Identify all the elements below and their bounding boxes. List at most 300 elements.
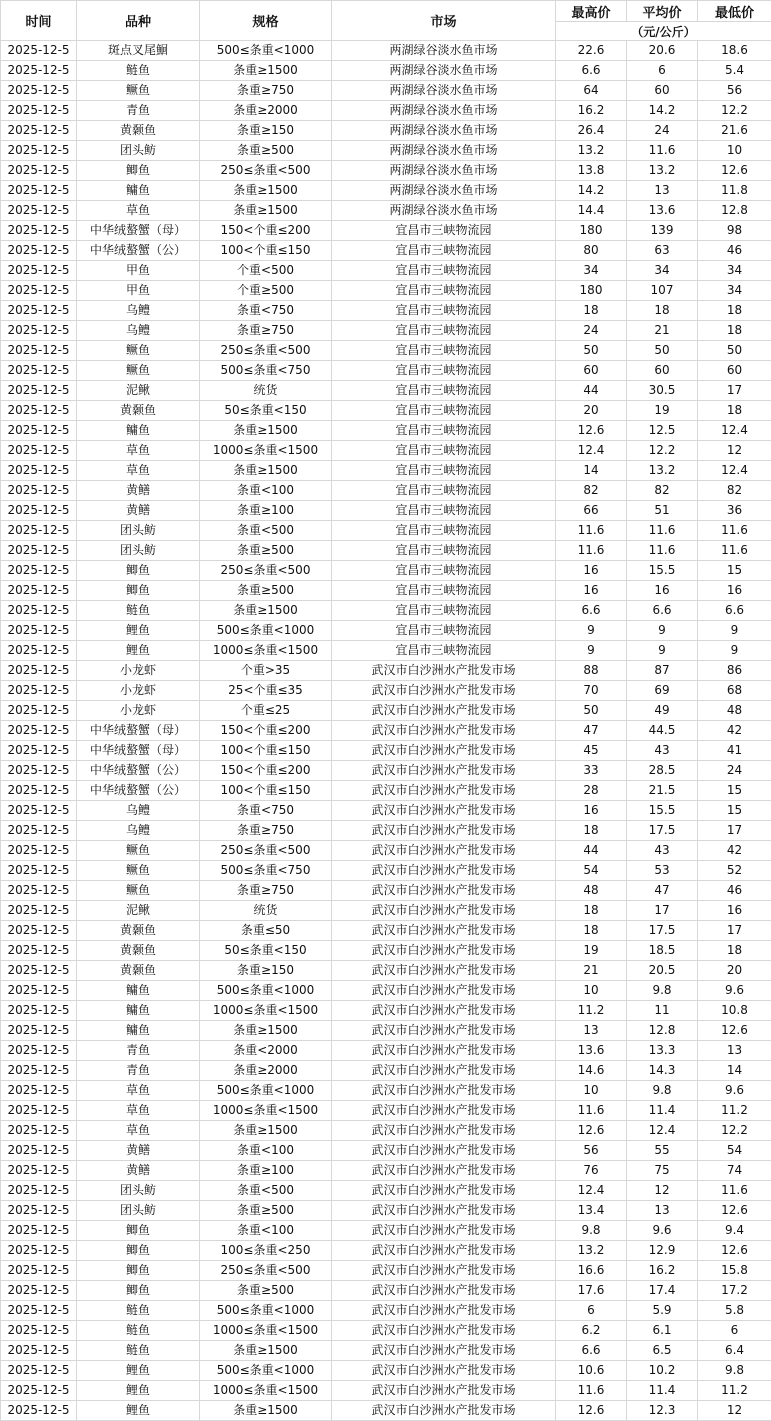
cell-avg-price: 17.5	[627, 821, 698, 841]
cell-variety: 鳙鱼	[77, 1001, 200, 1021]
table-row	[1, 981, 771, 1001]
cell-avg-price: 12.4	[627, 1121, 698, 1141]
cell-time: 2025-12-5	[1, 1221, 77, 1241]
cell-avg-price: 34	[627, 261, 698, 281]
cell-spec: 500≤条重<750	[200, 861, 332, 881]
cell-market: 武汉市白沙洲水产批发市场	[332, 861, 556, 881]
cell-avg-price: 55	[627, 1141, 698, 1161]
cell-spec: 1000≤条重<1500	[200, 1101, 332, 1121]
table-row	[1, 121, 771, 141]
cell-time: 2025-12-5	[1, 601, 77, 621]
cell-max-price: 50	[556, 341, 627, 361]
cell-min-price: 12.6	[698, 1021, 771, 1041]
cell-market: 宜昌市三峡物流园	[332, 461, 556, 481]
cell-min-price: 12.6	[698, 1241, 771, 1261]
table-row	[1, 601, 771, 621]
cell-max-price: 13.6	[556, 1041, 627, 1061]
cell-spec: 100≤条重<250	[200, 1241, 332, 1261]
cell-min-price: 17	[698, 921, 771, 941]
cell-avg-price: 11.6	[627, 541, 698, 561]
cell-market: 武汉市白沙洲水产批发市场	[332, 1241, 556, 1261]
cell-variety: 黄鳝	[77, 481, 200, 501]
table-row	[1, 221, 771, 241]
cell-min-price: 18.6	[698, 41, 771, 61]
cell-variety: 鲫鱼	[77, 1221, 200, 1241]
cell-time: 2025-12-5	[1, 101, 77, 121]
table-header	[1, 1, 771, 41]
cell-avg-price: 12.2	[627, 441, 698, 461]
cell-max-price: 64	[556, 81, 627, 101]
table-row	[1, 241, 771, 261]
cell-max-price: 12.6	[556, 1121, 627, 1141]
cell-min-price: 12.6	[698, 1201, 771, 1221]
cell-market: 宜昌市三峡物流园	[332, 261, 556, 281]
cell-min-price: 9.4	[698, 1221, 771, 1241]
cell-min-price: 56	[698, 81, 771, 101]
cell-avg-price: 6.5	[627, 1341, 698, 1361]
cell-max-price: 12.6	[556, 421, 627, 441]
cell-avg-price: 17.4	[627, 1281, 698, 1301]
cell-max-price: 24	[556, 321, 627, 341]
cell-max-price: 13	[556, 1021, 627, 1041]
cell-time: 2025-12-5	[1, 1301, 77, 1321]
cell-time: 2025-12-5	[1, 461, 77, 481]
cell-market: 宜昌市三峡物流园	[332, 501, 556, 521]
cell-max-price: 18	[556, 301, 627, 321]
cell-market: 两湖绿谷淡水鱼市场	[332, 201, 556, 221]
table-row	[1, 81, 771, 101]
cell-market: 武汉市白沙洲水产批发市场	[332, 781, 556, 801]
cell-min-price: 54	[698, 1141, 771, 1161]
cell-variety: 鳙鱼	[77, 181, 200, 201]
table-row	[1, 1161, 771, 1181]
cell-avg-price: 9	[627, 621, 698, 641]
cell-max-price: 16.2	[556, 101, 627, 121]
cell-time: 2025-12-5	[1, 1261, 77, 1281]
cell-time: 2025-12-5	[1, 701, 77, 721]
cell-max-price: 16	[556, 801, 627, 821]
cell-avg-price: 9.8	[627, 1081, 698, 1101]
table-row	[1, 381, 771, 401]
table-row	[1, 161, 771, 181]
cell-market: 武汉市白沙洲水产批发市场	[332, 921, 556, 941]
cell-spec: 条重≥500	[200, 1281, 332, 1301]
cell-avg-price: 50	[627, 341, 698, 361]
cell-max-price: 16	[556, 561, 627, 581]
cell-spec: 条重≥1500	[200, 421, 332, 441]
cell-min-price: 6	[698, 1321, 771, 1341]
cell-variety: 鲢鱼	[77, 1341, 200, 1361]
cell-min-price: 12.2	[698, 1121, 771, 1141]
table-row	[1, 341, 771, 361]
cell-variety: 斑点叉尾鮰	[77, 41, 200, 61]
cell-time: 2025-12-5	[1, 1101, 77, 1121]
cell-market: 宜昌市三峡物流园	[332, 541, 556, 561]
cell-time: 2025-12-5	[1, 581, 77, 601]
table-row	[1, 1341, 771, 1361]
cell-time: 2025-12-5	[1, 921, 77, 941]
cell-variety: 黄颡鱼	[77, 941, 200, 961]
cell-min-price: 10.8	[698, 1001, 771, 1021]
table-row	[1, 41, 771, 61]
cell-variety: 草鱼	[77, 1121, 200, 1141]
cell-time: 2025-12-5	[1, 341, 77, 361]
cell-min-price: 15.8	[698, 1261, 771, 1281]
cell-market: 两湖绿谷淡水鱼市场	[332, 181, 556, 201]
cell-min-price: 12.2	[698, 101, 771, 121]
cell-spec: 条重≥750	[200, 81, 332, 101]
cell-spec: 500≤条重<1000	[200, 621, 332, 641]
cell-variety: 鲤鱼	[77, 1401, 200, 1421]
cell-spec: 500≤条重<750	[200, 361, 332, 381]
table-row	[1, 761, 771, 781]
cell-time: 2025-12-5	[1, 321, 77, 341]
cell-avg-price: 28.5	[627, 761, 698, 781]
cell-min-price: 15	[698, 781, 771, 801]
cell-avg-price: 69	[627, 681, 698, 701]
cell-avg-price: 20.5	[627, 961, 698, 981]
cell-max-price: 12.4	[556, 441, 627, 461]
table-row	[1, 401, 771, 421]
header-min-price: 最低价	[698, 1, 771, 22]
table-row	[1, 1381, 771, 1401]
cell-max-price: 6.6	[556, 1341, 627, 1361]
cell-avg-price: 11.4	[627, 1381, 698, 1401]
cell-spec: 条重≤50	[200, 921, 332, 941]
cell-spec: 条重≥1500	[200, 201, 332, 221]
header-spec: 规格	[200, 1, 332, 41]
cell-avg-price: 63	[627, 241, 698, 261]
cell-time: 2025-12-5	[1, 221, 77, 241]
cell-variety: 青鱼	[77, 1061, 200, 1081]
cell-time: 2025-12-5	[1, 161, 77, 181]
cell-min-price: 48	[698, 701, 771, 721]
cell-market: 武汉市白沙洲水产批发市场	[332, 1281, 556, 1301]
table-row	[1, 1061, 771, 1081]
cell-min-price: 11.6	[698, 541, 771, 561]
table-row	[1, 281, 771, 301]
cell-avg-price: 21	[627, 321, 698, 341]
cell-max-price: 20	[556, 401, 627, 421]
cell-avg-price: 18.5	[627, 941, 698, 961]
cell-market: 宜昌市三峡物流园	[332, 381, 556, 401]
cell-time: 2025-12-5	[1, 1201, 77, 1221]
cell-max-price: 16.6	[556, 1261, 627, 1281]
cell-min-price: 6.6	[698, 601, 771, 621]
cell-max-price: 14.6	[556, 1061, 627, 1081]
cell-time: 2025-12-5	[1, 881, 77, 901]
cell-market: 武汉市白沙洲水产批发市场	[332, 1081, 556, 1101]
cell-max-price: 13.2	[556, 1241, 627, 1261]
cell-max-price: 44	[556, 841, 627, 861]
cell-spec: 条重≥100	[200, 501, 332, 521]
cell-spec: 条重≥750	[200, 821, 332, 841]
cell-max-price: 180	[556, 281, 627, 301]
table-row	[1, 621, 771, 641]
table-row	[1, 201, 771, 221]
cell-spec: 500≤条重<1000	[200, 1301, 332, 1321]
cell-market: 武汉市白沙洲水产批发市场	[332, 961, 556, 981]
cell-variety: 鳙鱼	[77, 1021, 200, 1041]
cell-min-price: 16	[698, 581, 771, 601]
cell-max-price: 6.2	[556, 1321, 627, 1341]
header-avg-price: 平均价	[627, 1, 698, 22]
cell-min-price: 24	[698, 761, 771, 781]
cell-time: 2025-12-5	[1, 1061, 77, 1081]
cell-market: 宜昌市三峡物流园	[332, 361, 556, 381]
table-row	[1, 1201, 771, 1221]
cell-market: 武汉市白沙洲水产批发市场	[332, 1161, 556, 1181]
cell-variety: 青鱼	[77, 1041, 200, 1061]
cell-market: 武汉市白沙洲水产批发市场	[332, 801, 556, 821]
cell-market: 武汉市白沙洲水产批发市场	[332, 1301, 556, 1321]
cell-avg-price: 107	[627, 281, 698, 301]
cell-max-price: 9.8	[556, 1221, 627, 1241]
cell-max-price: 22.6	[556, 41, 627, 61]
cell-spec: 500≤条重<1000	[200, 41, 332, 61]
table-row	[1, 461, 771, 481]
cell-time: 2025-12-5	[1, 1021, 77, 1041]
cell-min-price: 12	[698, 1401, 771, 1421]
cell-variety: 鲤鱼	[77, 621, 200, 641]
cell-avg-price: 11	[627, 1001, 698, 1021]
cell-time: 2025-12-5	[1, 1401, 77, 1421]
header-variety: 品种	[77, 1, 200, 41]
cell-min-price: 5.8	[698, 1301, 771, 1321]
cell-market: 武汉市白沙洲水产批发市场	[332, 721, 556, 741]
cell-market: 武汉市白沙洲水产批发市场	[332, 1221, 556, 1241]
cell-min-price: 11.6	[698, 521, 771, 541]
table-row	[1, 821, 771, 841]
header-market: 市场	[332, 1, 556, 41]
cell-min-price: 14	[698, 1061, 771, 1081]
cell-max-price: 21	[556, 961, 627, 981]
cell-max-price: 10	[556, 981, 627, 1001]
table-row	[1, 501, 771, 521]
cell-market: 武汉市白沙洲水产批发市场	[332, 761, 556, 781]
cell-market: 两湖绿谷淡水鱼市场	[332, 121, 556, 141]
cell-min-price: 10	[698, 141, 771, 161]
cell-max-price: 48	[556, 881, 627, 901]
header-unit: （元/公斤）	[556, 22, 771, 41]
cell-min-price: 21.6	[698, 121, 771, 141]
cell-spec: 条重≥750	[200, 321, 332, 341]
cell-time: 2025-12-5	[1, 941, 77, 961]
cell-max-price: 11.6	[556, 1381, 627, 1401]
cell-market: 武汉市白沙洲水产批发市场	[332, 1121, 556, 1141]
cell-spec: 25<个重≤35	[200, 681, 332, 701]
cell-time: 2025-12-5	[1, 1121, 77, 1141]
cell-market: 宜昌市三峡物流园	[332, 521, 556, 541]
cell-max-price: 45	[556, 741, 627, 761]
cell-max-price: 18	[556, 821, 627, 841]
cell-max-price: 10.6	[556, 1361, 627, 1381]
cell-market: 两湖绿谷淡水鱼市场	[332, 141, 556, 161]
cell-max-price: 66	[556, 501, 627, 521]
cell-max-price: 50	[556, 701, 627, 721]
cell-market: 宜昌市三峡物流园	[332, 581, 556, 601]
cell-spec: 条重≥750	[200, 881, 332, 901]
cell-market: 武汉市白沙洲水产批发市场	[332, 1041, 556, 1061]
cell-spec: 条重≥100	[200, 1161, 332, 1181]
cell-market: 武汉市白沙洲水产批发市场	[332, 661, 556, 681]
cell-spec: 个重≤25	[200, 701, 332, 721]
cell-time: 2025-12-5	[1, 1081, 77, 1101]
table-row	[1, 1001, 771, 1021]
cell-max-price: 11.2	[556, 1001, 627, 1021]
cell-max-price: 19	[556, 941, 627, 961]
cell-time: 2025-12-5	[1, 661, 77, 681]
cell-spec: 250≤条重<500	[200, 561, 332, 581]
cell-min-price: 68	[698, 681, 771, 701]
cell-avg-price: 13.6	[627, 201, 698, 221]
cell-variety: 鲢鱼	[77, 1301, 200, 1321]
cell-spec: 条重≥500	[200, 581, 332, 601]
cell-min-price: 11.8	[698, 181, 771, 201]
table-row	[1, 101, 771, 121]
cell-avg-price: 6.1	[627, 1321, 698, 1341]
table-row	[1, 361, 771, 381]
cell-avg-price: 44.5	[627, 721, 698, 741]
table-row	[1, 1261, 771, 1281]
cell-market: 武汉市白沙洲水产批发市场	[332, 1181, 556, 1201]
cell-min-price: 16	[698, 901, 771, 921]
cell-market: 宜昌市三峡物流园	[332, 321, 556, 341]
cell-max-price: 56	[556, 1141, 627, 1161]
cell-market: 两湖绿谷淡水鱼市场	[332, 61, 556, 81]
cell-variety: 鲫鱼	[77, 1281, 200, 1301]
cell-market: 武汉市白沙洲水产批发市场	[332, 1101, 556, 1121]
cell-avg-price: 20.6	[627, 41, 698, 61]
cell-time: 2025-12-5	[1, 301, 77, 321]
cell-market: 两湖绿谷淡水鱼市场	[332, 101, 556, 121]
cell-avg-price: 60	[627, 81, 698, 101]
cell-variety: 鲢鱼	[77, 601, 200, 621]
cell-min-price: 15	[698, 801, 771, 821]
table-row	[1, 541, 771, 561]
cell-time: 2025-12-5	[1, 821, 77, 841]
cell-min-price: 74	[698, 1161, 771, 1181]
cell-avg-price: 75	[627, 1161, 698, 1181]
cell-spec: 统货	[200, 901, 332, 921]
cell-time: 2025-12-5	[1, 861, 77, 881]
cell-min-price: 17.2	[698, 1281, 771, 1301]
cell-spec: 150<个重≤200	[200, 721, 332, 741]
table-row	[1, 941, 771, 961]
cell-avg-price: 11.4	[627, 1101, 698, 1121]
cell-variety: 鳜鱼	[77, 881, 200, 901]
cell-time: 2025-12-5	[1, 981, 77, 1001]
cell-avg-price: 18	[627, 301, 698, 321]
cell-min-price: 18	[698, 321, 771, 341]
cell-spec: 100<个重≤150	[200, 241, 332, 261]
cell-market: 武汉市白沙洲水产批发市场	[332, 821, 556, 841]
cell-time: 2025-12-5	[1, 901, 77, 921]
cell-spec: 统货	[200, 381, 332, 401]
cell-time: 2025-12-5	[1, 781, 77, 801]
cell-variety: 甲鱼	[77, 261, 200, 281]
cell-variety: 团头鲂	[77, 1201, 200, 1221]
cell-variety: 鳙鱼	[77, 981, 200, 1001]
cell-max-price: 80	[556, 241, 627, 261]
cell-market: 宜昌市三峡物流园	[332, 481, 556, 501]
cell-variety: 黄颡鱼	[77, 401, 200, 421]
table-row	[1, 781, 771, 801]
cell-variety: 鳜鱼	[77, 361, 200, 381]
cell-time: 2025-12-5	[1, 121, 77, 141]
cell-spec: 50≤条重<150	[200, 401, 332, 421]
cell-min-price: 12.6	[698, 161, 771, 181]
table-row	[1, 681, 771, 701]
cell-variety: 中华绒螯蟹（公）	[77, 761, 200, 781]
cell-time: 2025-12-5	[1, 621, 77, 641]
cell-variety: 团头鲂	[77, 141, 200, 161]
cell-market: 武汉市白沙洲水产批发市场	[332, 841, 556, 861]
cell-spec: 100<个重≤150	[200, 741, 332, 761]
cell-market: 武汉市白沙洲水产批发市场	[332, 981, 556, 1001]
cell-avg-price: 9.6	[627, 1221, 698, 1241]
cell-variety: 青鱼	[77, 101, 200, 121]
cell-time: 2025-12-5	[1, 281, 77, 301]
cell-spec: 条重≥1500	[200, 1341, 332, 1361]
cell-spec: 个重≥500	[200, 281, 332, 301]
cell-spec: 250≤条重<500	[200, 341, 332, 361]
cell-variety: 鲤鱼	[77, 1381, 200, 1401]
cell-time: 2025-12-5	[1, 721, 77, 741]
cell-variety: 团头鲂	[77, 521, 200, 541]
cell-variety: 乌鳢	[77, 321, 200, 341]
table-row	[1, 1041, 771, 1061]
cell-max-price: 9	[556, 641, 627, 661]
cell-variety: 鲫鱼	[77, 581, 200, 601]
cell-market: 宜昌市三峡物流园	[332, 341, 556, 361]
cell-variety: 草鱼	[77, 1101, 200, 1121]
cell-time: 2025-12-5	[1, 381, 77, 401]
cell-min-price: 86	[698, 661, 771, 681]
cell-min-price: 11.2	[698, 1101, 771, 1121]
cell-avg-price: 12.5	[627, 421, 698, 441]
cell-time: 2025-12-5	[1, 481, 77, 501]
cell-min-price: 18	[698, 401, 771, 421]
cell-avg-price: 11.6	[627, 141, 698, 161]
cell-min-price: 17	[698, 381, 771, 401]
cell-time: 2025-12-5	[1, 761, 77, 781]
cell-max-price: 12.4	[556, 1181, 627, 1201]
cell-spec: 条重≥1500	[200, 181, 332, 201]
cell-min-price: 46	[698, 881, 771, 901]
cell-variety: 小龙虾	[77, 661, 200, 681]
cell-avg-price: 10.2	[627, 1361, 698, 1381]
cell-market: 武汉市白沙洲水产批发市场	[332, 741, 556, 761]
cell-market: 宜昌市三峡物流园	[332, 281, 556, 301]
cell-spec: 1000≤条重<1500	[200, 1381, 332, 1401]
cell-max-price: 18	[556, 921, 627, 941]
cell-min-price: 42	[698, 841, 771, 861]
cell-spec: 条重<750	[200, 301, 332, 321]
cell-time: 2025-12-5	[1, 1181, 77, 1201]
cell-spec: 条重≥1500	[200, 1121, 332, 1141]
table-row	[1, 661, 771, 681]
cell-market: 宜昌市三峡物流园	[332, 641, 556, 661]
cell-avg-price: 17	[627, 901, 698, 921]
table-row	[1, 901, 771, 921]
cell-variety: 鳙鱼	[77, 421, 200, 441]
cell-max-price: 13.8	[556, 161, 627, 181]
cell-time: 2025-12-5	[1, 681, 77, 701]
cell-avg-price: 21.5	[627, 781, 698, 801]
cell-avg-price: 43	[627, 841, 698, 861]
cell-market: 武汉市白沙洲水产批发市场	[332, 1201, 556, 1221]
